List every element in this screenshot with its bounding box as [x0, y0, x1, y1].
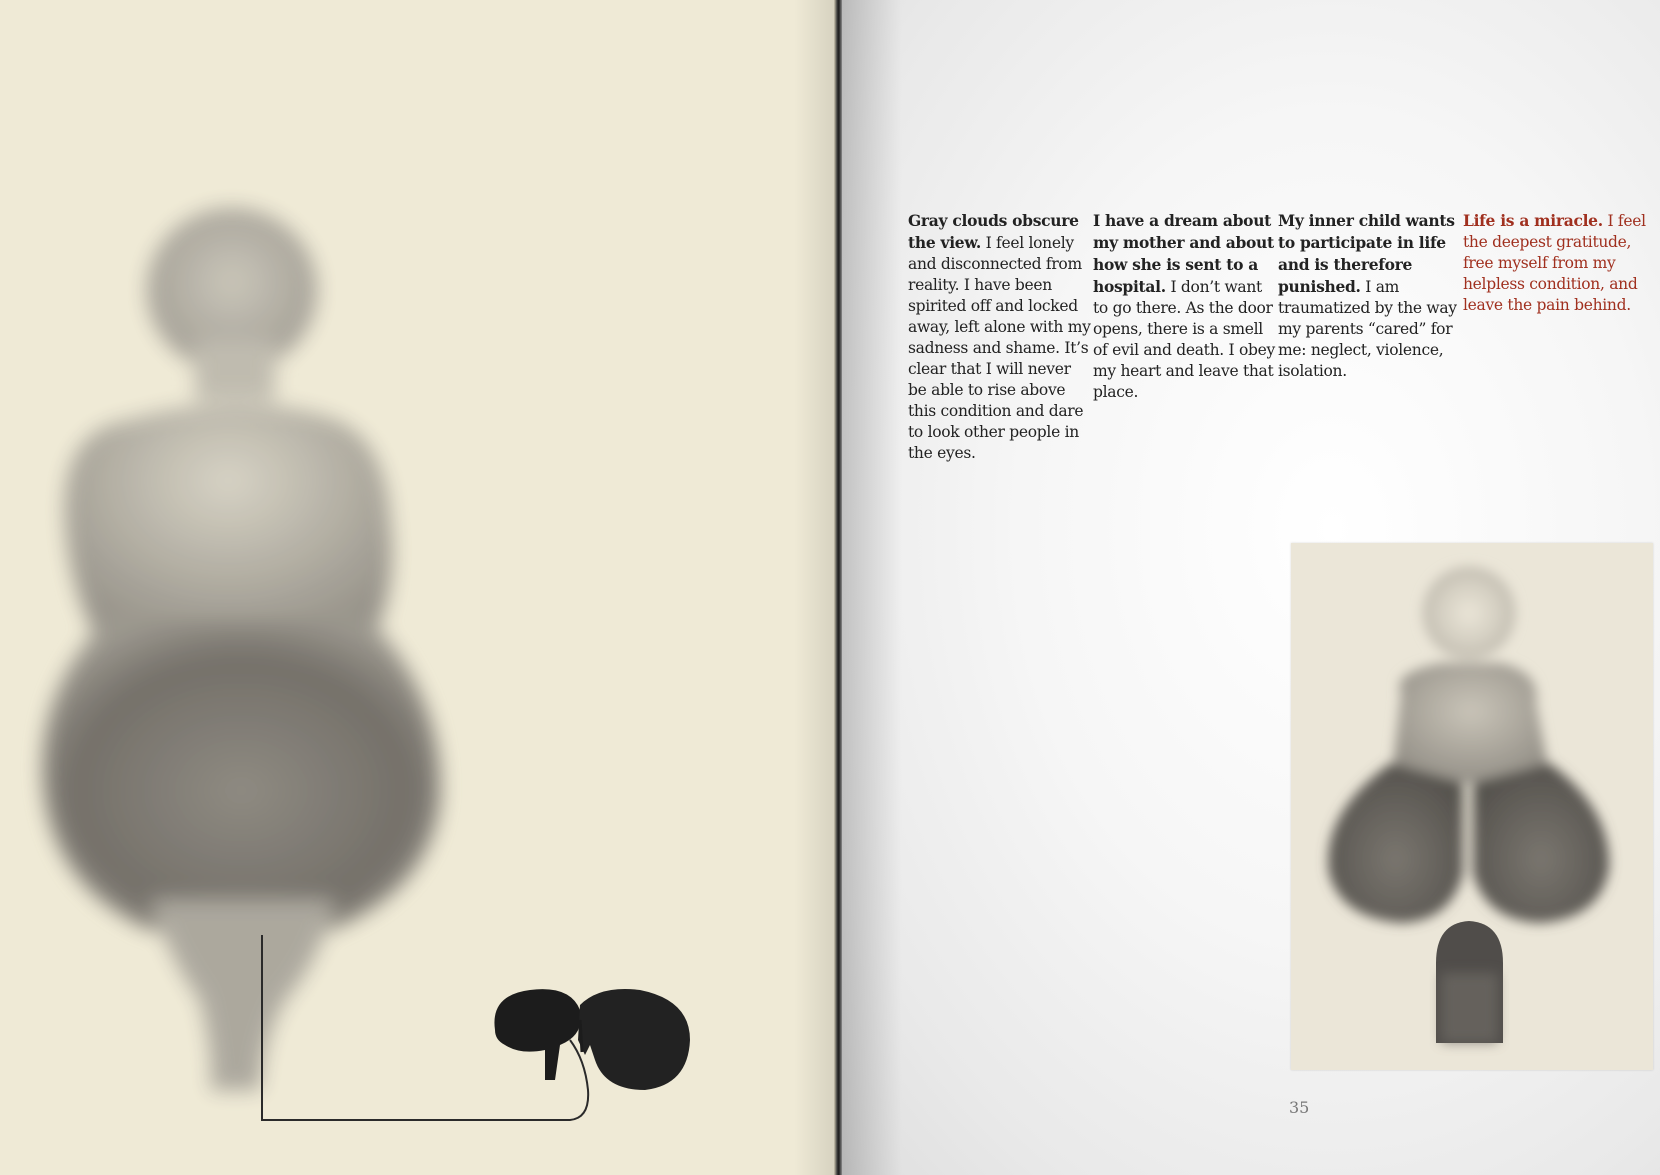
text-column-2	[1093, 210, 1278, 464]
text-columns	[908, 210, 1648, 464]
figure-neck	[195, 340, 275, 400]
column-2-body: I don’t want to go there. As the door opens, there is a smell of evil and death. I obey my heart and leave that place.	[1093, 278, 1275, 401]
plate-figure-right-lobe	[1473, 763, 1609, 923]
column-3-body: I am traumatized by the way my parents “cared” for me: neglect, violence, isolation.	[1278, 278, 1457, 380]
illustration-plate	[1291, 543, 1653, 1070]
plate-figure-upper-body	[1391, 663, 1551, 783]
plate-figure-head	[1423, 567, 1515, 659]
figure-hips	[43, 620, 441, 930]
column-1-body: I feel lonely and disconnected from reality. I have been spirited off and locked away, left alone with my sadness and shame. It’s clear that I will never be able to rise above this condition and dare to look other people in the eyes.	[908, 234, 1091, 462]
right-page	[842, 0, 1660, 1175]
text-column-4	[1463, 210, 1648, 464]
column-3-lead: My inner child wants to participate in life and is therefore punished.	[1278, 211, 1455, 296]
column-1-lead: Gray clouds obscure the view.	[908, 211, 1079, 252]
column-4-body: I feel the deepest gratitude, free myself from my helpless condition, and leave the pain behind.	[1463, 212, 1646, 314]
column-2-lead: I have a dream about my mother and about how she is sent to a hospital.	[1093, 211, 1274, 296]
figure-legs	[150, 900, 335, 1090]
column-4-lead: Life is a miracle.	[1463, 211, 1603, 230]
right-page-shadow	[842, 0, 902, 1175]
plate-figure-illustration	[1291, 543, 1653, 1070]
book-gutter	[834, 0, 842, 1175]
text-column-3	[1278, 210, 1463, 464]
text-column-1	[908, 210, 1093, 464]
page-number: 35	[1289, 1098, 1310, 1117]
left-page-shadow	[794, 0, 834, 1175]
plate-figure-left-lobe	[1328, 763, 1463, 923]
fetus-figures	[494, 989, 690, 1090]
